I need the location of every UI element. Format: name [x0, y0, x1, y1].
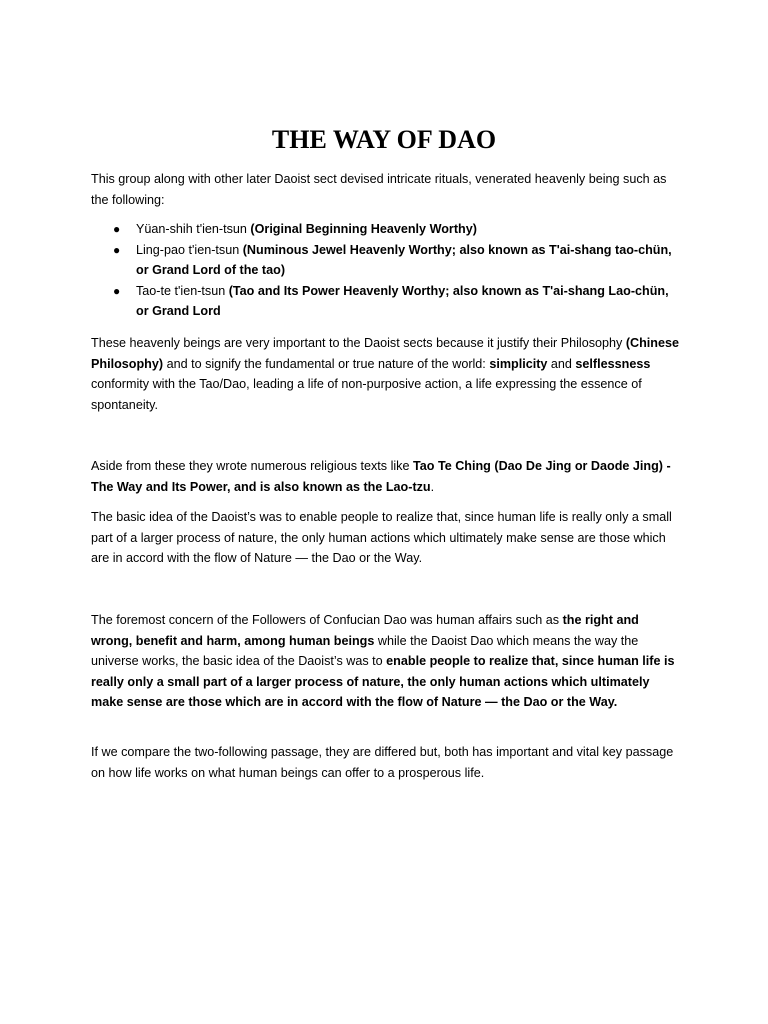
list-item-name: Tao-te t'ien-tsun	[136, 283, 229, 298]
text-run: Aside from these they wrote numerous religious texts like	[91, 459, 413, 473]
list-item-description: (Original Beginning Heavenly Worthy)	[250, 222, 477, 236]
text-run: while the Daoist Dao which means the way the universe works, the basic idea of the Daoist’s was to	[91, 633, 639, 668]
bold-phrase: (Chinese Philosophy)	[91, 336, 679, 371]
heavenly-beings-list	[91, 219, 681, 322]
text-run: .	[430, 479, 435, 494]
religious-texts-paragraph	[91, 456, 681, 497]
list-item	[91, 281, 681, 322]
basic-idea-paragraph: The basic idea of the Daoist’s was to enable people to realize that, since human life is really only a small part of a larger process of nature, the only human actions which ultimately make sense are those which are in accord with the flow of Nature — the Dao or the Way.	[91, 510, 672, 565]
bold-phrase: enable people to realize that, since human life is really only a small part of a larger process of nature, the only human actions which ultimately make sense are those which are in accord with the flow of Nature — the Dao or the Way.	[91, 654, 675, 709]
list-item-name: Ling-pao t'ien-tsun	[136, 242, 243, 257]
text-run: and to signify the fundamental or true nature of the world:	[163, 356, 490, 371]
bold-phrase: the right and wrong, benefit and harm, among human beings	[91, 613, 639, 648]
text-run: These heavenly beings are very important to the Daoist sects because it justify their Philosophy	[91, 336, 626, 350]
bold-phrase: simplicity	[489, 356, 548, 371]
text-run: The foremost concern of the Followers of Confucian Dao was human affairs such as	[91, 613, 563, 627]
conclusion-paragraph: If we compare the two-following passage, they are differed but, both has important and vital key passage on how life works on what human beings can offer to a prosperous life.	[91, 745, 674, 780]
bold-phrase: selflessness	[575, 356, 651, 371]
text-run: conformity with the Tao/Dao, leading a life of non-purposive action, a life expressing the essence of spontaneity.	[91, 377, 642, 412]
list-item-description: (Numinous Jewel Heavenly Worthy; also known as T'ai-shang tao-chün, or Grand Lord of the tao)	[136, 242, 672, 277]
list-item-name: Yüan-shih t'ien-tsun	[136, 222, 251, 236]
bullet-icon: ●	[113, 222, 121, 236]
heavenly-beings-paragraph	[91, 333, 681, 415]
bold-phrase: Tao Te Ching (Dao De Jing or Daode Jing) - The Way and Its Power, and is also known as the Lao-tzu	[91, 459, 671, 494]
bullet-icon: ●	[113, 283, 121, 298]
intro-paragraph: This group along with other later Daoist sect devised intricate rituals, venerated heavenly being such as the following:	[91, 172, 667, 207]
bullet-icon: ●	[113, 242, 121, 257]
text-run: and	[547, 356, 576, 371]
confucian-comparison-paragraph	[91, 610, 681, 713]
list-item	[91, 219, 681, 240]
list-item	[91, 240, 681, 281]
page-title: THE WAY OF DAO	[271, 125, 497, 154]
list-item-description: (Tao and Its Power Heavenly Worthy; also known as T'ai-shang Lao-chün, or Grand Lord	[136, 283, 669, 318]
